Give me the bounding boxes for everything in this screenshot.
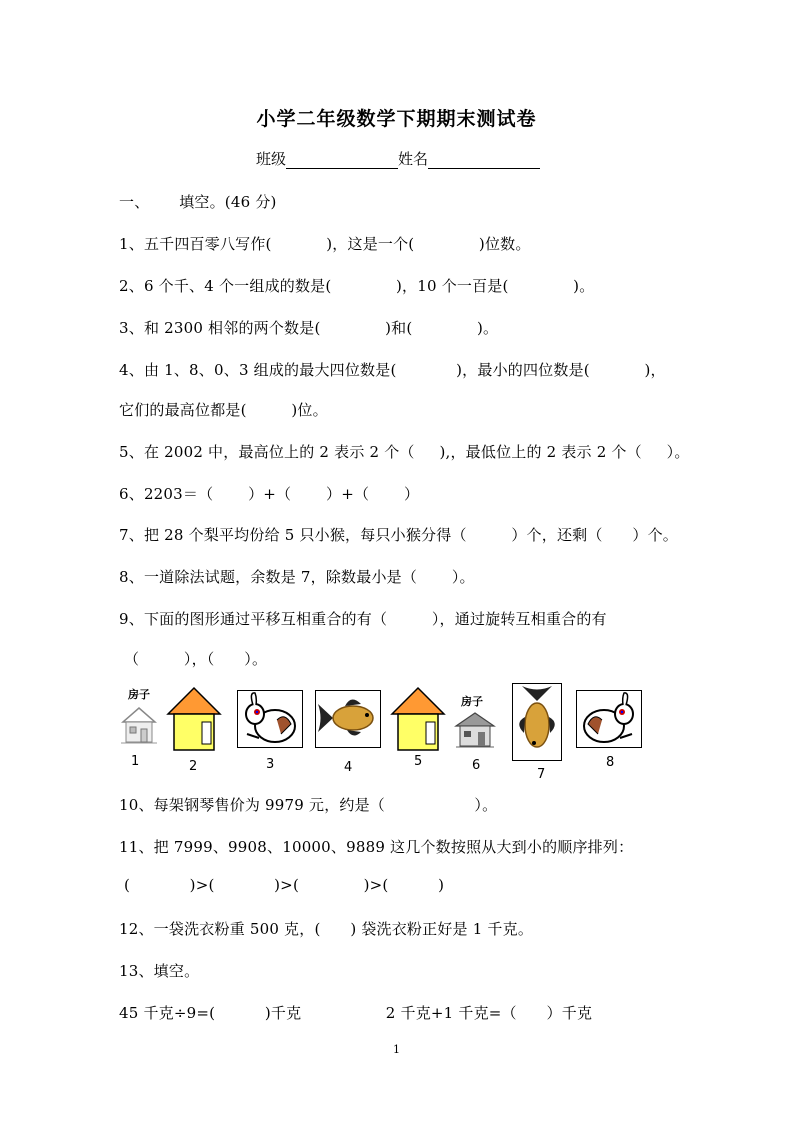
picture-number-6: 6 xyxy=(472,758,481,773)
question-9-cont: （ ），（ ）。 xyxy=(119,650,268,668)
rabbit-mirrored-icon xyxy=(576,690,642,748)
question-3: 3、和 2300 相邻的两个数是( )和( )。 xyxy=(119,319,499,337)
class-blank[interactable] xyxy=(286,152,398,169)
question-5: 5、在 2002 中，最高位上的 2 表示 2 个（ ),，最低位上的 2 表示 2 个（ ）。 xyxy=(119,443,690,461)
name-blank[interactable] xyxy=(428,152,540,169)
question-2: 2、6 个千、4 个一组成的数是( )，10 个一百是( )。 xyxy=(119,277,595,295)
picture-number-5: 5 xyxy=(414,754,423,769)
picture-row xyxy=(0,682,793,782)
class-label: 班级 xyxy=(256,150,287,168)
question-8: 8、一道除法试题，余数是 7，除数最小是（ ）。 xyxy=(119,568,475,586)
picture-number-4: 4 xyxy=(344,760,353,775)
rabbit-icon xyxy=(237,690,303,748)
class-name-line xyxy=(256,148,540,169)
question-13-items: 45 千克÷9=( )千克 2 千克+1 千克=（ ）千克 xyxy=(119,1004,593,1022)
page-title: 小学二年级数学下期期末测试卷 xyxy=(256,108,537,130)
sketch-house-icon xyxy=(119,704,159,746)
page-number: 1 xyxy=(393,1043,400,1056)
question-7: 7、把 28 个梨平均份给 5 只小猴，每只小猴分得（ ）个，还剩（ ）个。 xyxy=(119,526,678,544)
house-label-1: 房子 xyxy=(128,688,150,701)
question-13: 13、填空。 xyxy=(119,962,200,980)
goldfish-vertical-icon xyxy=(512,683,562,761)
grey-house-icon xyxy=(454,710,496,750)
picture-number-3: 3 xyxy=(266,757,275,772)
house-label-6: 房子 xyxy=(461,695,483,708)
question-4: 4、由 1、8、0、3 组成的最大四位数是( )，最小的四位数是( )， xyxy=(119,361,666,379)
picture-number-2: 2 xyxy=(189,759,198,774)
question-12: 12、一袋洗衣粉重 500 克，( ) 袋洗衣粉正好是 1 千克。 xyxy=(119,920,534,938)
question-1: 1、五千四百零八写作( )，这是一个( )位数。 xyxy=(119,235,531,253)
question-4-cont: 它们的最高位都是( )位。 xyxy=(119,401,328,419)
name-label: 姓名 xyxy=(398,150,429,168)
goldfish-icon xyxy=(315,690,381,748)
question-11: 11、把 7999、9908、10000、9889 这几个数按照从大到小的顺序排列： xyxy=(119,838,634,856)
picture-number-1: 1 xyxy=(131,754,140,769)
picture-number-7: 7 xyxy=(537,767,546,782)
question-11-blanks: ( )>( )>( )>( ) xyxy=(119,876,445,894)
question-6: 6、2203＝（ ）+（ ）+（ ） xyxy=(119,485,420,503)
yellow-house-icon xyxy=(165,686,223,752)
section-heading: 一、 填空。(46 分) xyxy=(119,193,277,211)
yellow-house-icon-2 xyxy=(389,686,447,752)
question-10: 10、每架钢琴售价为 9979 元，约是（ ）。 xyxy=(119,796,498,814)
question-9: 9、下面的图形通过平移互相重合的有（ ），通过旋转互相重合的有 xyxy=(119,610,607,628)
picture-number-8: 8 xyxy=(606,755,615,770)
